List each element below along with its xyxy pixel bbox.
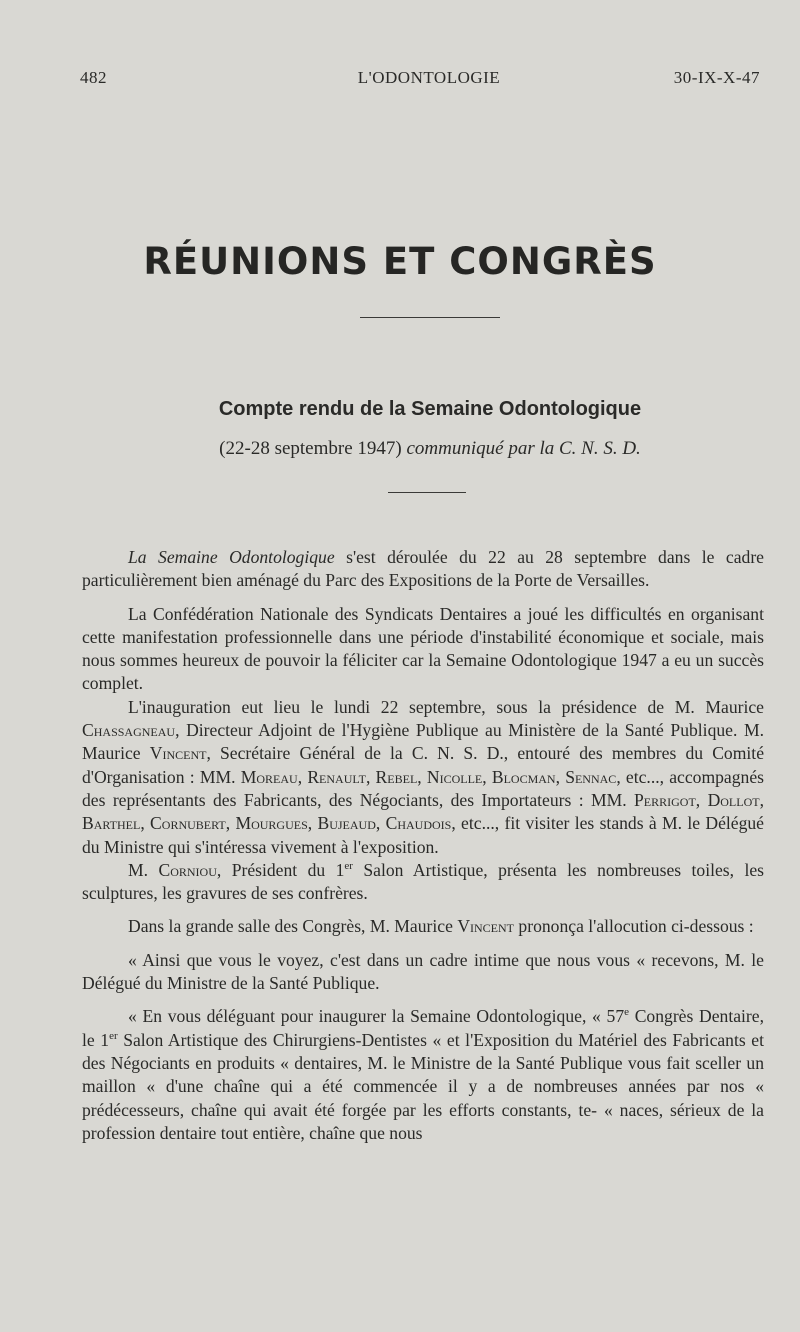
paragraph-2: La Confédération Nationale des Syndicats Dentaires a joué les difficultés en organisant cette manifestation professionnelle dans une période d'instabilité économique et sociale, mais nous sommes heureux de pouvoir la féliciter car la Semaine Odontologique 1947 a eu un succès complet. <box>82 603 764 694</box>
lead-italic: La Semaine Odontologique <box>128 547 335 567</box>
issue-date: 30-IX-X-47 <box>673 68 760 87</box>
title-divider <box>360 317 500 318</box>
page-number: 482 <box>80 68 107 87</box>
paragraph-text: M. <box>128 859 159 880</box>
person-names: Moreau, Renault, Rebel, Nicolle, Blocman, Sennac <box>240 766 617 787</box>
paragraph-text: Salon Artistique des Chirurgiens-Dentistes « et l'Exposition du Matériel des Fabricants et des Négociants en produits « dentaires, M. le Ministre de la Santé Publique vous fait sceller un maillon « d'une chaîne qui a été commencée il y a de nombreuses années par nos « prédécesseurs, chaîne qui avait été forgée par les efforts constants, te- « naces, sérieux de la profession dentaire tout entière, chaîne que nous <box>82 1029 764 1143</box>
article-body <box>82 546 764 1145</box>
paragraph-5 <box>82 915 764 938</box>
paragraph-text: prononça l'allocution ci-dessous : <box>514 916 754 937</box>
article-dates: (22-28 septembre 1947) <box>219 438 402 459</box>
paragraph-4 <box>82 859 764 906</box>
quote-paragraph-2 <box>82 1005 764 1145</box>
section-title: RÉUNIONS ET CONGRÈS <box>143 240 657 283</box>
paragraph-text: , etc..., fit visiter les stands à M. le Délégué du Ministre qui s'intéressa vivement à l'exposition. <box>82 813 764 857</box>
paragraph-text: , etc..., accompagnés des représentants des Fabricants, des Négociants, des Importateurs : MM. <box>82 766 764 810</box>
paragraph-text: L'inauguration eut lieu le lundi 22 septembre, sous la présidence de M. Maurice <box>128 696 764 717</box>
person-names: Perrigot, Dollot, Barthel, Cornubert, Mourgues, Bujeaud, Chaudois <box>82 789 764 834</box>
paragraph-text: s'est déroulée du 22 au 28 septembre dans le cadre particulièrement bien aménagé du Parc des Expositions de la Porte de Versailles. <box>82 547 764 591</box>
person-name: Vincent <box>457 916 515 937</box>
article-subtitle <box>0 438 800 460</box>
person-name: Vincent <box>149 743 207 764</box>
paragraph-text: Salon Artistique, présenta les nombreuses toiles, les sculptures, les gravures de ses confrères. <box>82 859 765 904</box>
superscript: er <box>344 860 353 872</box>
paragraph-text: , Président du 1 <box>216 859 345 880</box>
paragraph-text: , Directeur Adjoint de l'Hygiène Publique au Ministère de la Santé Publique. M. Maurice <box>82 720 764 764</box>
article-title: Compte rendu de la Semaine Odontologique <box>218 398 642 420</box>
quote-paragraph-1: « Ainsi que vous le voyez, c'est dans un cadre intime que nous vous « recevons, M. le Délégué du Ministre de la Santé Publique. <box>82 949 764 994</box>
paragraph-text: Dans la grande salle des Congrès, M. Maurice <box>128 916 458 937</box>
superscript: er <box>109 1029 118 1042</box>
paragraph-1 <box>82 546 764 593</box>
subtitle-divider <box>388 492 466 493</box>
paragraph-text: , Secrétaire Général de la C. N. S. D., entouré des membres du Comité d'Organisation : MM. <box>82 743 765 787</box>
paragraph-text: « En vous déléguant pour inaugurer la Semaine Odontologique, « 57 <box>128 1006 625 1027</box>
person-name: Chassagneau <box>82 720 176 741</box>
paragraph-text: Congrès Dentaire, le 1 <box>82 1006 764 1050</box>
person-name: Corniou <box>158 859 217 880</box>
superscript: e <box>624 1006 630 1019</box>
paragraph-3 <box>82 696 764 859</box>
running-header <box>80 68 760 92</box>
article-communique: communiqué par la C. N. S. D. <box>406 438 641 459</box>
journal-name: L'ODONTOLOGIE <box>357 68 501 87</box>
